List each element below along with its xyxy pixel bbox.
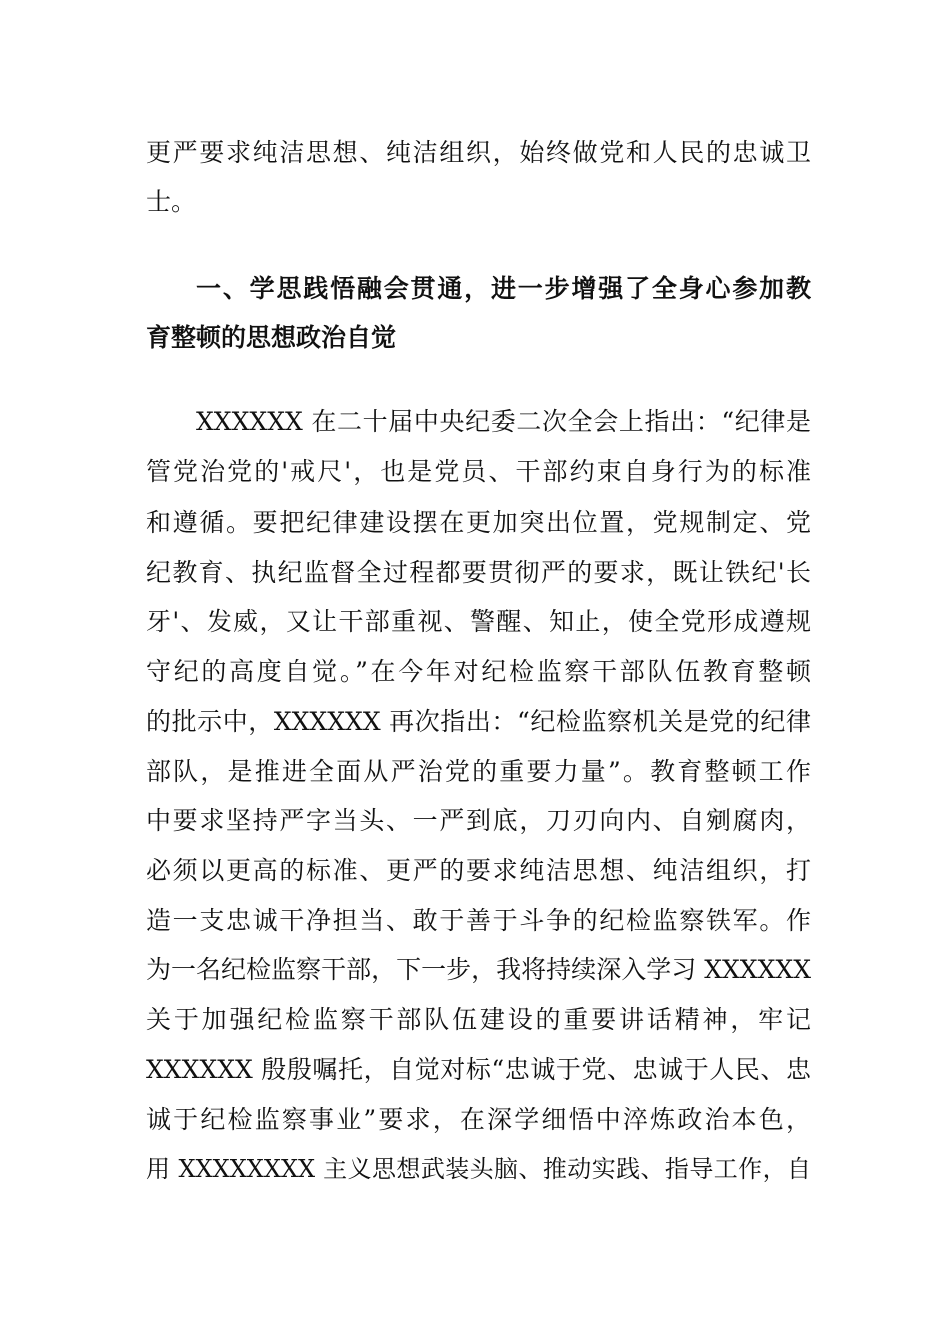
body-line-10: 必须以更高的标准、更严的要求纯洁思想、纯洁组织，打 [146,856,811,885]
body-line-12: 为一名纪检监察干部，下一步，我将持续深入学习 XXXXXX [146,955,811,984]
section-heading-line-1: 一、学思践悟融会贯通，进一步增强了全身心参加教 [196,274,811,303]
intro-line-2: 士。 [146,187,197,216]
body-line-2: 管党治党的'戒尺'，也是党员、干部约束自身行为的标准 [146,457,811,486]
section-heading-line-2: 育整顿的思想政治自觉 [146,323,397,352]
body-line-5: 牙'、发威，又让干部重视、警醒、知止，使全党形成遵规 [146,607,811,636]
body-line-6: 守纪的高度自觉。”在今年对纪检监察干部队伍教育整顿 [146,657,811,686]
body-line-11: 造一支忠诚干净担当、敢于善于斗争的纪检监察铁军。作 [146,906,811,935]
body-line-7: 的批示中，XXXXXX 再次指出：“纪检监察机关是党的纪律 [146,707,811,736]
body-line-16: 用 XXXXXXXX 主义思想武装头脑、推动实践、指导工作，自 [146,1155,811,1183]
body-line-4: 纪教育、执纪监督全过程都要贯彻严的要求，既让铁纪'长 [146,558,811,587]
body-line-13: 关于加强纪检监察干部队伍建设的重要讲话精神，牢记 [146,1005,811,1034]
body-line-3: 和遵循。要把纪律建设摆在更加突出位置，党规制定、党 [146,508,811,537]
body-line-8: 部队，是推进全面从严治党的重要力量”。教育整顿工作 [146,757,811,786]
body-line-14: XXXXXX 殷殷嘱托，自觉对标“忠诚于党、忠诚于人民、忠 [146,1055,811,1084]
body-line-1: XXXXXX 在二十届中央纪委二次全会上指出：“纪律是 [196,407,811,436]
body-line-15: 诚于纪检监察事业”要求，在深学细悟中淬炼政治本色， [146,1105,811,1134]
intro-line-1: 更严要求纯洁思想、纯洁组织，始终做党和人民的忠诚卫 [146,138,811,167]
body-line-9: 中要求坚持严字当头、一严到底，刀刃向内、自剜腐肉， [146,806,811,835]
